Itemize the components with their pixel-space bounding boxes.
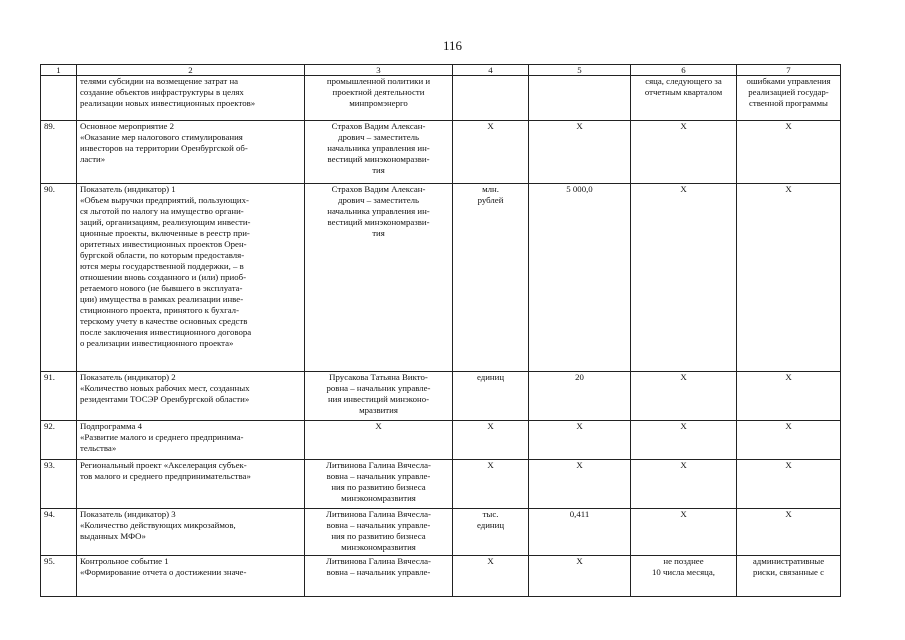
responsible-cell: Литвинова Галина Вячесла- вовна – начальник управле- ния по развитию бизнеса минэкономразвития: [305, 509, 453, 556]
risks-cell: Х: [737, 509, 841, 556]
unit-cell: Х: [453, 121, 529, 184]
item-name-cell: Основное мероприятие 2 «Оказание мер налогового стимулирования инвесторов на территории Оренбургской об- ласти»: [77, 121, 305, 184]
unit-cell: тыс. единиц: [453, 509, 529, 556]
item-name-cell: телями субсидии на возмещение затрат на создание объектов инфраструктуры в целях реализации новых инвестиционных проектов»: [77, 76, 305, 121]
value-cell: Х: [529, 460, 631, 509]
value-cell: Х: [529, 421, 631, 460]
item-name-cell: Показатель (индикатор) 2 «Количество новых рабочих мест, созданных резидентами ТОСЭР Оренбургской области»: [77, 372, 305, 421]
unit-cell: Х: [453, 421, 529, 460]
responsible-cell: Х: [305, 421, 453, 460]
value-cell: Х: [529, 121, 631, 184]
value-cell: Х: [529, 556, 631, 597]
risks-cell: Х: [737, 372, 841, 421]
table-row: [41, 121, 841, 184]
risks-cell: административные риски, связанные с: [737, 556, 841, 597]
column-header: 1: [41, 65, 77, 76]
column-header: 7: [737, 65, 841, 76]
item-name-cell: Подпрограмма 4 «Развитие малого и среднего предпринима- тельства»: [77, 421, 305, 460]
unit-cell: Х: [453, 460, 529, 509]
risks-cell: Х: [737, 460, 841, 509]
responsible-cell: Страхов Вадим Алексан- дрович – заместитель начальника управления ин- вестиций минэкономразви- тия: [305, 121, 453, 184]
deadline-cell: Х: [631, 184, 737, 372]
table-header-row: [41, 65, 841, 76]
column-header: 5: [529, 65, 631, 76]
table-row: [41, 76, 841, 121]
responsible-cell: Литвинова Галина Вячесла- вовна – начальник управле-: [305, 556, 453, 597]
item-name-cell: Региональный проект «Акселерация субъек- тов малого и среднего предпринимательства»: [77, 460, 305, 509]
responsible-cell: Страхов Вадим Алексан- дрович – заместитель начальника управления ин- вестиций минэкономразви- тия: [305, 184, 453, 372]
row-number-cell: [41, 76, 77, 121]
deadline-cell: Х: [631, 509, 737, 556]
unit-cell: Х: [453, 556, 529, 597]
program-table: [40, 64, 841, 597]
row-number-cell: 92.: [41, 421, 77, 460]
deadline-cell: Х: [631, 460, 737, 509]
item-name-cell: Показатель (индикатор) 3 «Количество действующих микрозаймов, выданных МФО»: [77, 509, 305, 556]
page-number: 116: [442, 38, 463, 53]
risks-cell: ошибками управления реализацией государ- ственной программы: [737, 76, 841, 121]
table-row: [41, 556, 841, 597]
row-number-cell: 91.: [41, 372, 77, 421]
row-number-cell: 89.: [41, 121, 77, 184]
table-row: [41, 421, 841, 460]
unit-cell: млн. рублей: [453, 184, 529, 372]
row-number-cell: 90.: [41, 184, 77, 372]
unit-cell: [453, 76, 529, 121]
item-name-cell: Показатель (индикатор) 1 «Объем выручки предприятий, пользующих- ся льготой по налогу на имущество органи- заций, организациям, реализующим инвести- ционные проекты, включенные в реестр при- оритетных инвестиционных проектов Орен- бургской области, по которым предоставля- ются меры государственной поддержки, – в отношении вновь созданного и (или) приоб- ретаемого нового (не бывшего в эксплуата- ции) имущества в рамках реализации инве- стиционного проекта, принятого к бухгал- терскому учету в качестве основных средств после заключения инвестиционного договора о реализации инвестиционного проекта»: [77, 184, 305, 372]
responsible-cell: Литвинова Галина Вячесла- вовна – начальник управле- ния по развитию бизнеса минэкономразвития: [305, 460, 453, 509]
column-header: 2: [77, 65, 305, 76]
row-number-cell: 93.: [41, 460, 77, 509]
table-row: [41, 184, 841, 372]
table-row: [41, 372, 841, 421]
column-header: 3: [305, 65, 453, 76]
table-row: [41, 509, 841, 556]
column-header: 4: [453, 65, 529, 76]
risks-cell: Х: [737, 121, 841, 184]
risks-cell: Х: [737, 184, 841, 372]
row-number-cell: 94.: [41, 509, 77, 556]
unit-cell: единиц: [453, 372, 529, 421]
value-cell: 20: [529, 372, 631, 421]
deadline-cell: сяца, следующего за отчетным кварталом: [631, 76, 737, 121]
risks-cell: Х: [737, 421, 841, 460]
item-name-cell: Контрольное событие 1 «Формирование отчета о достижении значе-: [77, 556, 305, 597]
deadline-cell: Х: [631, 372, 737, 421]
deadline-cell: не позднее 10 числа месяца,: [631, 556, 737, 597]
responsible-cell: промышленной политики и проектной деятельности минпромэнерго: [305, 76, 453, 121]
deadline-cell: Х: [631, 121, 737, 184]
value-cell: [529, 76, 631, 121]
value-cell: 0,411: [529, 509, 631, 556]
row-number-cell: 95.: [41, 556, 77, 597]
column-header: 6: [631, 65, 737, 76]
deadline-cell: Х: [631, 421, 737, 460]
responsible-cell: Прусакова Татьяна Викто- ровна – начальник управле- ния инвестиций минэконо- мразвития: [305, 372, 453, 421]
table-row: [41, 460, 841, 509]
value-cell: 5 000,0: [529, 184, 631, 372]
